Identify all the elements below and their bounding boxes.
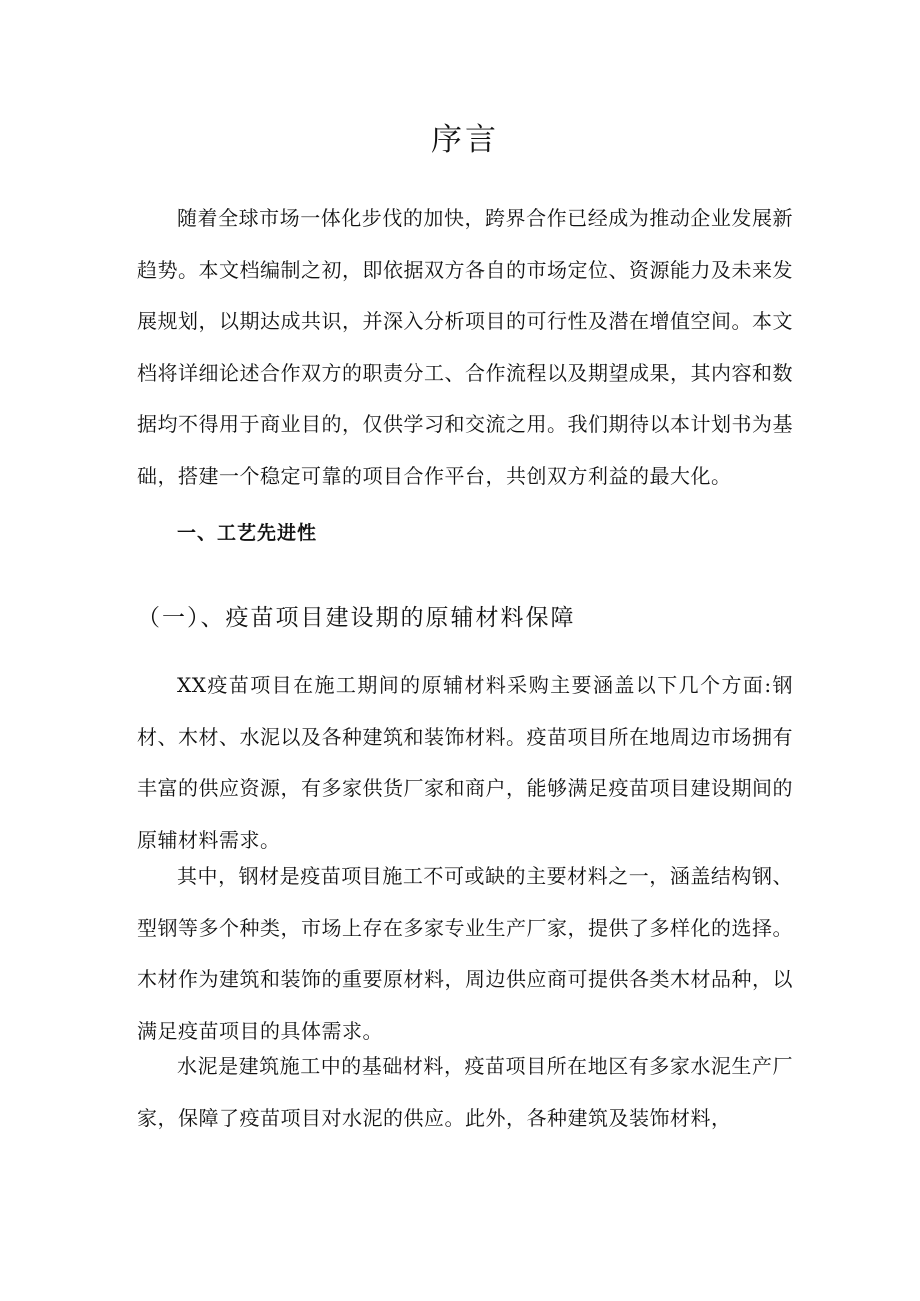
body-paragraph-2: 其中，钢材是疫苗项目施工不可或缺的主要材料之一，涵盖结构钢、型钢等多个种类，市场上存在多家专业生产厂家，提供了多样化的选择。木材作为建筑和装饰的重要原材料，周边供应商可提供各类木材品种，以满足疫苗项目的具体需求。 <box>137 864 793 1043</box>
page-title: 序言 <box>431 122 499 158</box>
subsection-heading: （一）、疫苗项目建设期的原辅材料保障 <box>137 605 576 631</box>
section-heading: 一、工艺先进性 <box>177 522 318 544</box>
body-paragraph-3: 水泥是建筑施工中的基础材料，疫苗项目所在地区有多家水泥生产厂家，保障了疫苗项目对水泥的供应。此外，各种建筑及装饰材料， <box>137 1054 793 1130</box>
preface-paragraph: 随着全球市场一体化步伐的加快，跨界合作已经成为推动企业发展新趋势。本文档编制之初，即依据双方各自的市场定位、资源能力及未来发展规划，以期达成共识，并深入分析项目的可行性及潜在增值空间。本文档将详细论述合作双方的职责分工、合作流程以及期望成果，其内容和数据均不得用于商业目的，仅供学习和交流之用。我们期待以本计划书为基础，搭建一个稳定可靠的项目合作平台，共创双方利益的最大化。 <box>137 206 793 488</box>
body-paragraph-1: XX疫苗项目在施工期间的原辅材料采购主要涵盖以下几个方面:钢材、木材、水泥以及各种建筑和装饰材料。疫苗项目所在地周边市场拥有丰富的供应资源，有多家供货厂家和商户，能够满足疫苗项目建设期间的原辅材料需求。 <box>137 673 793 852</box>
